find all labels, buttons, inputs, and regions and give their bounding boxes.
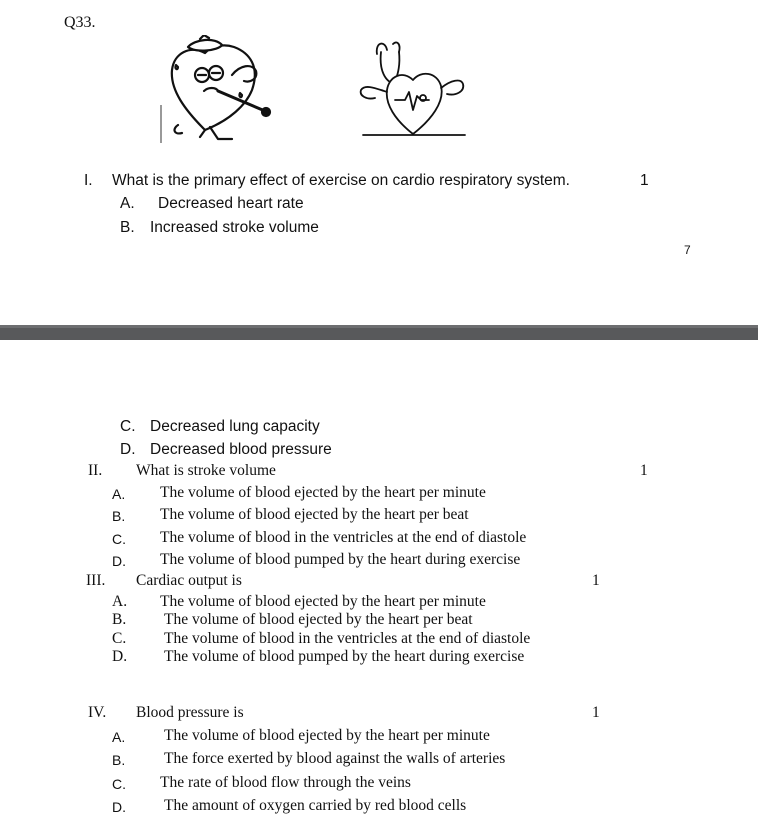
question-number: Q33. — [64, 14, 96, 31]
question-1-text: What is the primary effect of exercise on cardio respiratory system. — [112, 172, 570, 189]
q3-option-c-text: The volume of blood in the ventricles at the end of diastole — [164, 630, 531, 647]
question-3-marks: 1 — [592, 572, 600, 589]
question-1-marks: 1 — [640, 172, 649, 189]
question-3-text: Cardiac output is — [136, 572, 242, 589]
q2-option-b-text: The volume of blood ejected by the heart per beat — [160, 506, 469, 523]
q3-option-a-text: The volume of blood ejected by the heart per minute — [160, 593, 486, 610]
question-4-text: Blood pressure is — [136, 704, 244, 721]
q2-option-d-text: The volume of blood pumped by the heart during exercise — [160, 551, 521, 568]
q4-option-b-letter: B. — [112, 752, 126, 768]
question-4-roman: IV. — [88, 704, 107, 721]
q4-option-d-text: The amount of oxygen carried by red blood cells — [164, 797, 467, 814]
q3-option-d-letter: D. — [112, 648, 128, 665]
question-4-marks: 1 — [592, 704, 600, 721]
question-2-roman: II. — [88, 462, 103, 479]
q3-option-a-letter: A. — [112, 593, 128, 610]
q4-option-d-letter: D. — [112, 799, 126, 815]
q1-option-a-letter: A. — [120, 195, 135, 212]
q2-option-c-text: The volume of blood in the ventricles at the end of diastole — [160, 529, 527, 546]
q4-option-a-text: The volume of blood ejected by the heart per minute — [164, 727, 490, 744]
q3-option-d-text: The volume of blood pumped by the heart during exercise — [164, 648, 525, 665]
sick-heart-icon — [160, 35, 285, 145]
q4-option-b-text: The force exerted by blood against the walls of arteries — [164, 750, 506, 767]
q4-option-a-letter: A. — [112, 729, 126, 745]
q4-option-c-letter: C. — [112, 776, 126, 792]
question-1-roman: I. — [84, 172, 93, 189]
q2-option-a-text: The volume of blood ejected by the heart per minute — [160, 484, 486, 501]
q4-option-c-text: The rate of blood flow through the veins — [160, 774, 411, 791]
q1-option-b-text: Increased stroke volume — [150, 219, 319, 236]
q1-option-d-text: Decreased blood pressure — [150, 441, 332, 458]
q1-option-b-letter: B. — [120, 219, 135, 236]
question-3-roman: III. — [86, 572, 106, 589]
page-number: 7 — [684, 243, 691, 257]
q2-option-d-letter: D. — [112, 553, 126, 569]
q1-option-d-letter: D. — [120, 441, 136, 458]
q2-option-c-letter: C. — [112, 531, 126, 547]
q1-option-c-letter: C. — [120, 418, 136, 435]
q3-option-b-text: The volume of blood ejected by the heart per beat — [164, 611, 473, 628]
question-2-text: What is stroke volume — [136, 462, 276, 479]
q2-option-a-letter: A. — [112, 486, 126, 502]
q3-option-c-letter: C. — [112, 630, 127, 647]
q1-option-a-text: Decreased heart rate — [158, 195, 304, 212]
question-2-marks: 1 — [640, 462, 648, 479]
q1-option-c-text: Decreased lung capacity — [150, 418, 320, 435]
strong-heart-icon — [355, 40, 475, 140]
page-break-divider — [0, 325, 758, 340]
q3-option-b-letter: B. — [112, 611, 127, 628]
q2-option-b-letter: B. — [112, 508, 126, 524]
